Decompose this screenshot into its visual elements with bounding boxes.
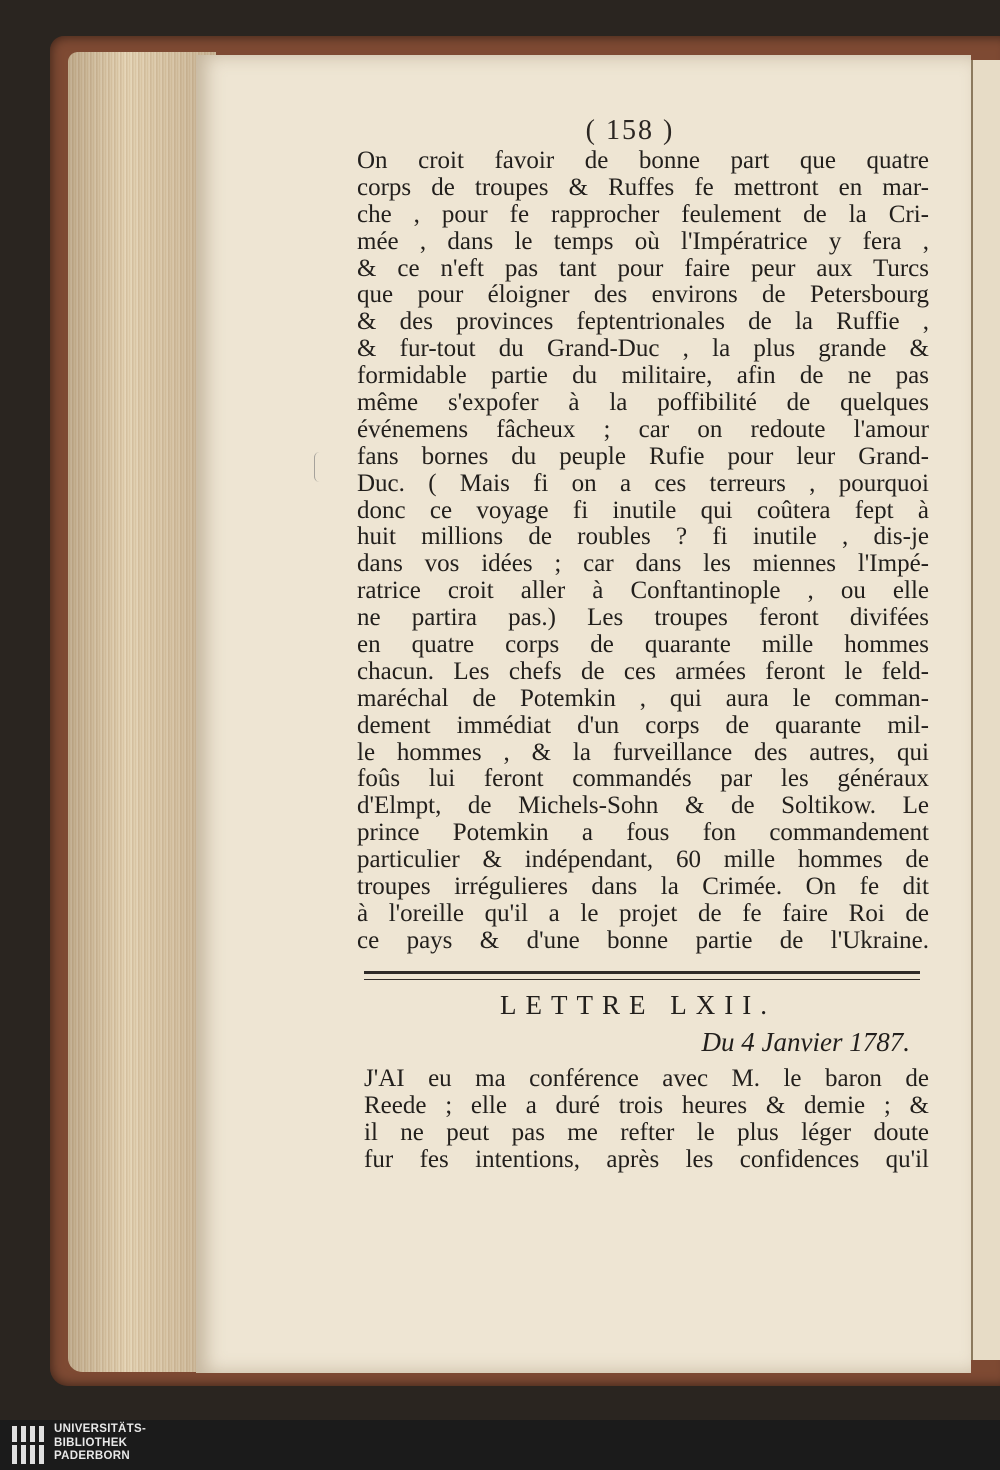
text-line: formidable partie du militaire, afin de ne pas <box>357 362 929 390</box>
text-line: troupes irrégulieres dans la Crimée. On fe dit <box>357 873 929 901</box>
text-line: en quatre corps de quarante mille hommes <box>357 631 929 659</box>
footer-bar <box>0 1420 1000 1470</box>
letter-dateline: Du 4 Janvier 1787. <box>701 1027 910 1057</box>
text-line: fans bornes du peuple Rufie pour leur Grand- <box>357 442 929 470</box>
section-divider <box>364 971 920 980</box>
margin-mark <box>314 452 325 482</box>
text-line: & fur-tout du Grand-Duc , la plus grande & <box>357 335 929 363</box>
paragraph-text <box>357 148 929 955</box>
text-line: donc ce voyage fi inutile qui coûtera fept à <box>357 496 929 524</box>
text-line: maréchal de Potemkin , qui aura le comman- <box>357 684 929 712</box>
page-fore-edge <box>68 52 216 1372</box>
text-line: même s'expofer à la poffibilité de quelques <box>357 389 929 417</box>
text-line: il ne peut pas me refter le plus léger doute <box>364 1118 929 1146</box>
text-line: à l'oreille qu'il a le projet de fe faire Roi de <box>357 899 929 927</box>
text-line: d'Elmpt, de Michels-Sohn & de Soltikow. Le <box>357 792 929 820</box>
page-number: ( 158 ) <box>585 115 675 146</box>
text-line: dement immédiat d'un corps de quarante mil- <box>357 711 929 739</box>
text-line: chacun. Les chefs de ces armées feront le feld- <box>357 657 929 685</box>
text-line: & des provinces feptentrionales de la Ruffie , <box>357 308 929 336</box>
text-line: dans vos idées ; car dans les miennes l'Impé- <box>357 550 929 578</box>
text-line: ne partira pas.) Les troupes feront divifées <box>357 604 929 632</box>
text-line: événemens fâcheux ; car on redoute l'amour <box>357 415 929 443</box>
text-line: ce pays & d'une bonne partie de l'Ukraine. <box>357 926 929 954</box>
text-line: & ce n'eft pas tant pour faire peur aux Turcs <box>357 254 929 282</box>
text-line: huit millions de roubles ? fi inutile , dis-je <box>357 523 929 551</box>
library-name <box>54 1423 146 1464</box>
facing-page-edge <box>971 60 1000 1360</box>
library-name-line: UNIVERSITÄTS- <box>54 1423 147 1435</box>
text-line: que pour éloigner des environs de Petersbourg <box>357 281 929 309</box>
library-name-line: PADERBORN <box>54 1450 130 1462</box>
text-line: particulier & indépendant, 60 mille hommes de <box>357 846 929 874</box>
text-line: fur fes intentions, après les confidences qu'il <box>364 1145 929 1173</box>
text-line: prince Potemkin a fous fon commandement <box>357 819 929 847</box>
letter-heading: LETTRE LXII. <box>500 990 776 1020</box>
text-line: Duc. ( Mais fi on a ces terreurs , pourquoi <box>357 469 929 497</box>
text-line: Reede ; elle a duré trois heures & demie ; & <box>364 1091 929 1119</box>
text-line: mée , dans le temps où l'Impératrice y fera , <box>357 227 929 255</box>
text-line: che , pour fe rapprocher feulement de la Cri- <box>357 200 929 228</box>
text-line: On croit favoir de bonne part que quatre <box>357 147 929 174</box>
text-line: corps de troupes & Ruffes fe mettront en mar- <box>357 173 929 201</box>
text-line: J'AI eu ma conférence avec M. le baron de <box>364 1065 929 1092</box>
library-name-line: BIBLIOTHEK <box>54 1436 128 1449</box>
library-logo-icon <box>6 1422 52 1468</box>
letter-text <box>364 1066 929 1174</box>
text-line: foûs lui feront commandés par les généraux <box>357 765 929 793</box>
text-line: le hommes , & la furveillance des autres, qui <box>357 738 929 766</box>
text-line: ratrice croit aller à Conftantinople , ou elle <box>357 577 929 605</box>
